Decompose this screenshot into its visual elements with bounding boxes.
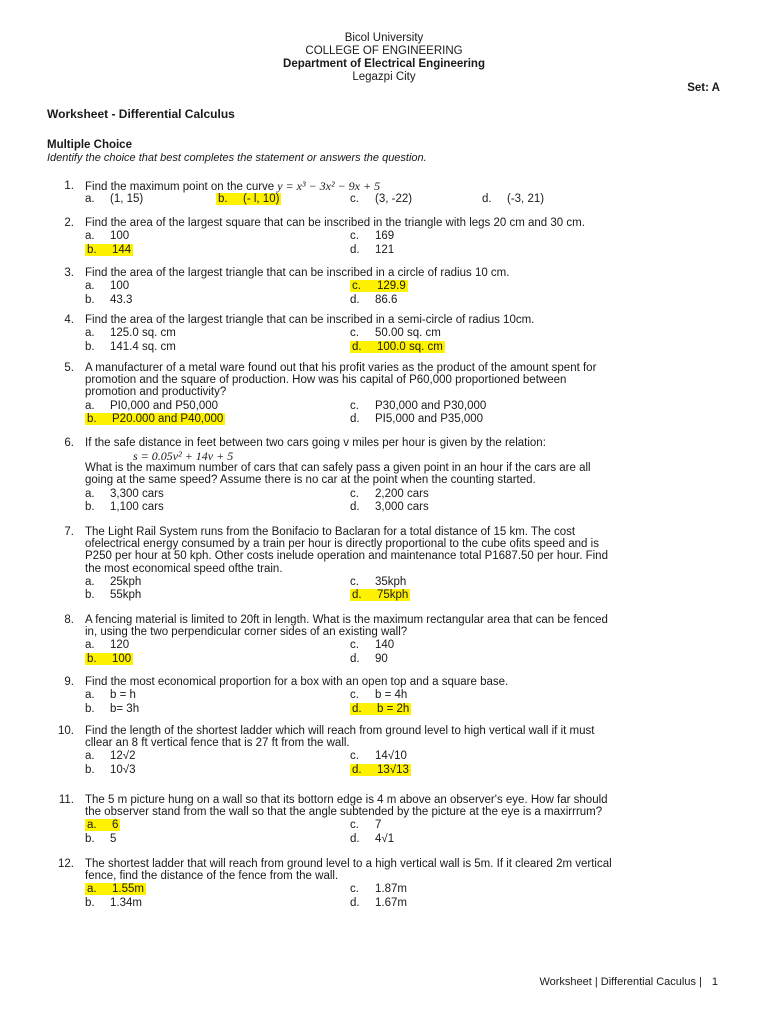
option-letter: c.: [350, 750, 359, 763]
option-letter: b.: [85, 763, 95, 776]
answer-option: [350, 639, 394, 652]
option-letter: a.: [85, 639, 95, 652]
option-text: 1.55m: [112, 883, 144, 896]
option-text: (1, 15): [110, 193, 144, 206]
option-text: (- l, 10): [243, 193, 280, 206]
option-text: 125.0 sq. cm: [110, 327, 176, 340]
question-line: What is the maximum number of cars that can safely pass a given point in an hour if the cars are all: [85, 462, 591, 475]
answer-option: [482, 193, 544, 206]
answer-option: [350, 750, 407, 763]
question-number: 2.: [64, 217, 74, 229]
option-letter: a.: [85, 689, 95, 702]
option-text: 7: [375, 819, 382, 832]
question-line: Find the length of the shortest ladder which will reach from ground level to high vertical wall if it must: [85, 725, 595, 737]
option-text: 1.67m: [375, 896, 407, 909]
answer-option: [350, 883, 407, 896]
option-letter: a.: [85, 280, 95, 293]
option-letter: c.: [350, 230, 359, 243]
option-text: (-3, 21): [507, 193, 545, 206]
option-letter: c.: [350, 399, 359, 412]
option-letter: c.: [350, 819, 359, 832]
option-text: 120: [110, 639, 130, 652]
option-text: 10√3: [110, 763, 136, 776]
question-number: 3.: [64, 267, 74, 279]
answer-option: [216, 193, 281, 206]
option-letter: d.: [350, 501, 360, 514]
option-letter: c.: [352, 280, 361, 293]
answer-option: [350, 501, 429, 514]
option-letter: c.: [350, 193, 359, 206]
option-letter: b.: [85, 340, 95, 353]
answer-option: [85, 750, 136, 763]
answer-option: [85, 341, 176, 354]
answer-option: [85, 488, 164, 501]
answer-option: [85, 589, 141, 602]
option-letter: c.: [350, 487, 359, 500]
option-text: P20.000 and P40,000: [112, 413, 224, 426]
option-text: 55kph: [110, 589, 142, 602]
option-text: 100: [110, 230, 130, 243]
section-title: Multiple Choice: [47, 139, 132, 151]
answer-option: [350, 193, 412, 206]
option-text: 141.4 sq. cm: [110, 340, 176, 353]
option-letter: c.: [350, 639, 359, 652]
option-text: b= 3h: [110, 702, 140, 715]
option-text: 6: [112, 819, 119, 832]
question-line: A fencing material is limited to 20ft in length. What is the maximum rectangular area that can be fenced: [85, 614, 608, 626]
college-name: COLLEGE OF ENGINEERING: [305, 45, 463, 57]
option-text: 144: [112, 243, 132, 256]
answer-option: [85, 413, 225, 426]
answer-option: [85, 327, 176, 340]
answer-option: [350, 703, 411, 716]
worksheet-title: Worksheet - Differential Calculus: [47, 107, 235, 121]
option-letter: b.: [85, 896, 95, 909]
question-line: Find the most economical proportion for a box with an open top and a square base.: [85, 676, 509, 688]
question-number: 10.: [58, 725, 74, 737]
option-letter: d.: [350, 832, 360, 845]
question-number: 1.: [64, 180, 74, 192]
option-text: 100: [112, 652, 132, 665]
option-letter: b.: [85, 589, 95, 602]
question-line: Find the area of the largest triangle that can be inscribed in a semi-circle of radius 10cm.: [85, 314, 535, 326]
question-line: in, using the two perpendicular corner sides of an existing wall?: [85, 626, 408, 639]
option-letter: b.: [85, 293, 95, 306]
option-letter: c.: [350, 327, 359, 340]
answer-option: [85, 703, 139, 716]
question-line: The shortest ladder that will reach from ground level to a high vertical wall is 5m. If it cleared 2m vertical: [85, 858, 612, 870]
option-text: 50.00 sq. cm: [375, 327, 441, 340]
city-name: Legazpi City: [352, 71, 416, 83]
option-letter: d.: [350, 293, 360, 306]
answer-option: [350, 833, 394, 846]
option-letter: b.: [87, 652, 97, 665]
section-instruction: Identify the choice that best completes the statement or answers the question.: [47, 152, 427, 164]
answer-option: [85, 501, 164, 514]
answer-option: [350, 819, 381, 832]
answer-option: [85, 653, 133, 666]
answer-option: [350, 327, 441, 340]
option-text: (3, -22): [375, 193, 413, 206]
option-text: 12√2: [110, 750, 136, 763]
option-text: 100: [110, 280, 130, 293]
answer-option: [350, 341, 445, 354]
question-line: P250 per hour at 50 kph. Other costs inelude operation and maintenance total P1687.50 per hour. Find: [85, 550, 608, 563]
answer-option: [350, 280, 408, 293]
option-letter: a.: [85, 230, 95, 243]
question-line: the observer stand from the wall so that the angle subtended by the picture at the eye is a maxirrrum?: [85, 806, 603, 819]
question-line: Find the maximum point on the curve y = x³ − 3x² − 9x + 5: [85, 179, 381, 193]
answer-option: [350, 488, 429, 501]
answer-option: [85, 193, 143, 206]
question-number: 12.: [58, 858, 74, 870]
option-letter: a.: [85, 750, 95, 763]
option-text: 3,000 cars: [375, 501, 429, 514]
question-line: fence, find the distance of the fence from the wall.: [85, 870, 339, 883]
answer-option: [350, 653, 388, 666]
option-letter: c.: [350, 883, 359, 896]
answer-option: [350, 413, 483, 426]
answer-option: [85, 280, 129, 293]
question-line: cllear an 8 ft vertical fence that is 27 ft from the wall.: [85, 737, 350, 750]
formula: s = 0.05v² + 14v + 5: [133, 449, 234, 464]
option-text: b = h: [110, 689, 136, 702]
option-text: 1.87m: [375, 883, 407, 896]
option-letter: d.: [352, 702, 362, 715]
option-letter: c.: [350, 689, 359, 702]
answer-option: [85, 230, 129, 243]
option-letter: b.: [85, 501, 95, 514]
option-text: 13√13: [377, 763, 409, 776]
answer-option: [85, 639, 129, 652]
answer-option: [350, 689, 407, 702]
question-line: The 5 m picture hung on a wall so that its bottorn edge is 4 m above an observer's eye. How far should: [85, 794, 608, 806]
answer-option: [85, 294, 132, 307]
option-letter: d.: [350, 652, 360, 665]
option-text: P30,000 and P30,000: [375, 399, 487, 412]
question-line: The Light Rail System runs from the Bonifacio to Baclaran for a total distance of 15 km. The cost: [85, 526, 576, 538]
option-text: 100.0 sq. cm: [377, 340, 443, 353]
answer-option: [350, 400, 486, 413]
option-letter: b.: [87, 243, 97, 256]
question-number: 5.: [64, 362, 74, 374]
answer-option: [85, 833, 116, 846]
answer-option: [85, 819, 120, 832]
option-letter: b.: [85, 702, 95, 715]
option-letter: a.: [85, 487, 95, 500]
option-letter: d.: [482, 193, 492, 206]
option-letter: d.: [352, 589, 362, 602]
answer-option: [85, 576, 141, 589]
question-line: promotion and productivity?: [85, 386, 227, 399]
option-text: 5: [110, 832, 117, 845]
option-text: 25kph: [110, 575, 142, 588]
option-text: b = 2h: [377, 702, 410, 715]
question-number: 11.: [58, 794, 74, 806]
option-text: 86.6: [375, 293, 398, 306]
footer-text: Worksheet | Differential Caculus |: [539, 976, 702, 988]
option-letter: d.: [350, 896, 360, 909]
answer-option: [85, 764, 136, 777]
question-number: 9.: [64, 676, 74, 688]
page-footer: [539, 976, 718, 988]
option-letter: c.: [350, 575, 359, 588]
answer-option: [350, 764, 411, 777]
option-letter: d.: [350, 413, 360, 426]
option-letter: a.: [87, 883, 97, 896]
option-letter: a.: [87, 819, 97, 832]
question-number: 8.: [64, 614, 74, 626]
option-text: 3,300 cars: [110, 487, 164, 500]
option-text: 2,200 cars: [375, 487, 429, 500]
answer-option: [350, 230, 394, 243]
university-name: Bicol University: [344, 32, 424, 44]
answer-option: [85, 689, 136, 702]
answer-option: [85, 883, 146, 896]
option-text: 1.34m: [110, 896, 142, 909]
question-line: the most economical speed ofthe train.: [85, 562, 283, 575]
option-letter: d.: [352, 763, 362, 776]
question-line: Find the area of the largest triangle that can be inscribed in a circle of radius 10 cm.: [85, 267, 510, 279]
option-letter: a.: [85, 575, 95, 588]
option-letter: a.: [85, 193, 95, 206]
formula: y = x³ − 3x² − 9x + 5: [274, 179, 381, 193]
option-letter: b.: [85, 832, 95, 845]
option-text: 14√10: [375, 750, 407, 763]
question-line: promotion and the square of production. How was his capital of P60,000 proportioned between: [85, 374, 567, 387]
option-text: 75kph: [377, 589, 409, 602]
question-number: 6.: [64, 437, 74, 449]
option-text: 1,100 cars: [110, 501, 164, 514]
page-number: 1: [711, 976, 718, 988]
option-text: 121: [375, 243, 395, 256]
answer-option: [85, 897, 142, 910]
question-line: going at the same speed? Assume there is no car at the point when the counting started.: [85, 474, 536, 487]
answer-option: [85, 244, 133, 257]
option-text: 90: [375, 652, 388, 665]
question-line: If the safe distance in feet between two cars going v miles per hour is given by the relation:: [85, 437, 546, 449]
option-letter: b.: [218, 193, 228, 206]
answer-option: [350, 244, 394, 257]
question-line: ofelectrical energy consumed by a train per hour is directly proportional to the cube ofits speed and is: [85, 538, 599, 551]
answer-option: [350, 576, 406, 589]
option-text: 129.9: [377, 280, 406, 293]
option-letter: d.: [352, 340, 362, 353]
option-text: 43.3: [110, 293, 133, 306]
option-text: 35kph: [375, 575, 407, 588]
question-line: Find the area of the largest square that can be inscribed in the triangle with legs 20 cm and 30 cm.: [85, 217, 585, 229]
question-number: 7.: [64, 526, 74, 538]
option-letter: d.: [350, 243, 360, 256]
set-label: Set: A: [687, 82, 720, 94]
option-text: PI0,000 and P50,000: [110, 399, 219, 412]
question-number: 4.: [64, 314, 74, 326]
option-text: PI5,000 and P35,000: [375, 413, 484, 426]
question-line: A manufacturer of a metal ware found out that his profit varies as the product of the amount spent for: [85, 362, 597, 374]
option-letter: a.: [85, 399, 95, 412]
option-text: b = 4h: [375, 689, 408, 702]
answer-option: [350, 294, 397, 307]
option-text: 4√1: [375, 832, 395, 845]
answer-option: [350, 897, 407, 910]
option-text: 140: [375, 639, 395, 652]
option-text: 169: [375, 230, 395, 243]
option-letter: b.: [87, 413, 97, 426]
answer-option: [85, 400, 218, 413]
department-name: Department of Electrical Engineering: [283, 58, 485, 70]
answer-option: [350, 589, 410, 602]
option-letter: a.: [85, 327, 95, 340]
